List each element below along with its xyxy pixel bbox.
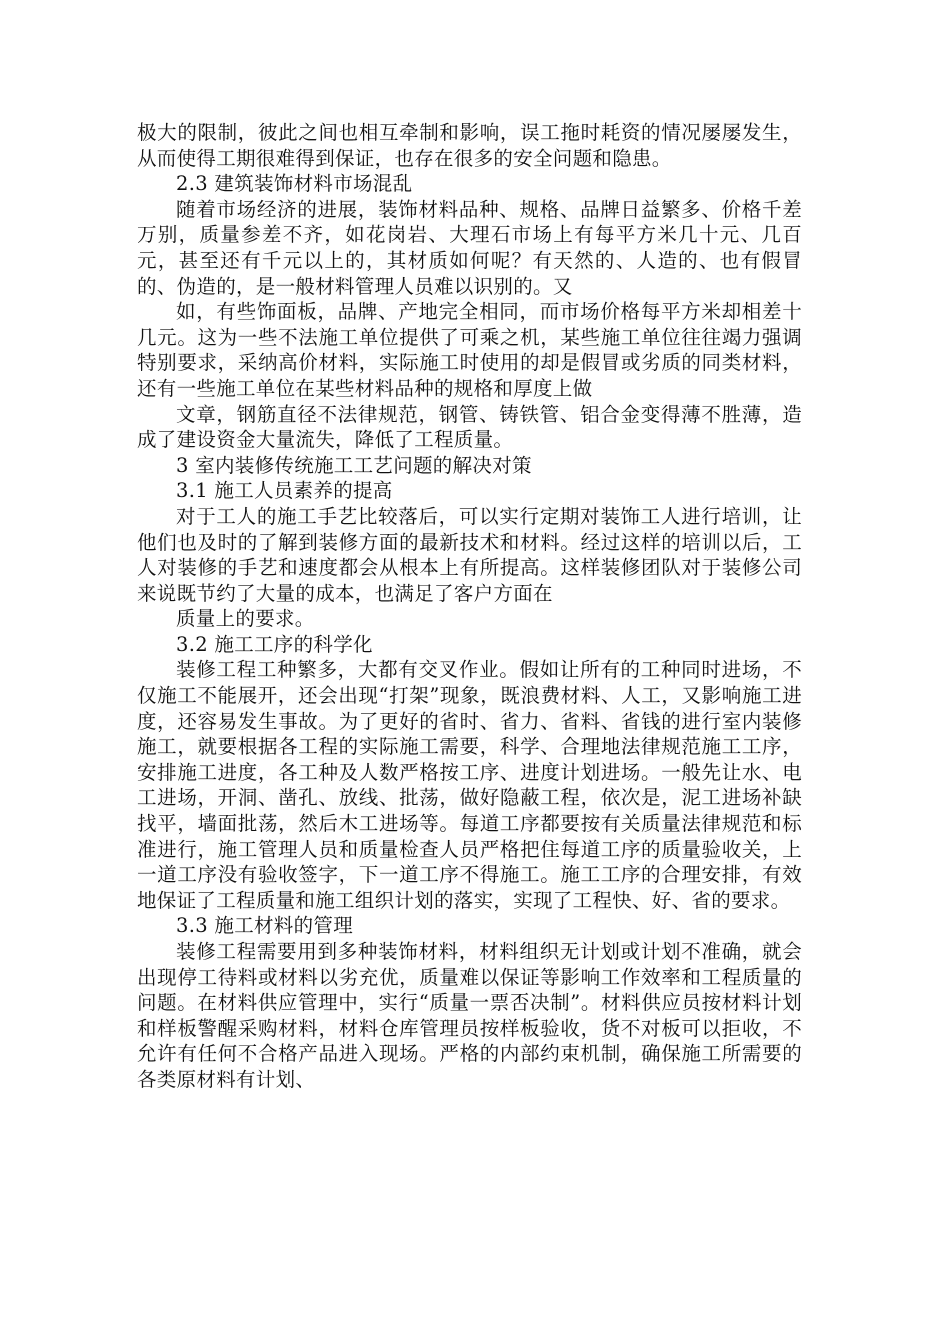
paragraph: 质量上的要求。 bbox=[176, 607, 315, 631]
paragraph: 装修工程需要用到多种装饰材料，材料组织无计划或计划不准确，就会出现停工待料或材料以劣充优，质量难以保证等影响工作效率和工程质量的问题。在材料供应管理中，实行“质量一票否决制”。材料供应员按材料计划和样板警醒采购材料，材料仓库管理员按样板验收，货不对板可以拒收，不允许有任何不合格产品进入现场。严格的内部约束机制，确保施工所需要的各类原材料有计划、 bbox=[137, 940, 802, 1091]
document-body bbox=[137, 120, 802, 1093]
paragraph: 对于工人的施工手艺比较落后，可以实行定期对装饰工人进行培训，让他们也及时的了解到装修方面的最新技术和材料。经过这样的培训以后，工人对装修的手艺和速度都会从根本上有所提高。这样装修团队对于装修公司来说既节约了大量的成本，也满足了客户方面在 bbox=[137, 504, 802, 605]
paragraph: 随着市场经济的进展，装饰材料品种、规格、品牌日益繁多、价格千差万别，质量参差不齐，如花岗岩、大理石市场上有每平方米几十元、几百元，甚至还有千元以上的，其材质如何呢？有天然的、人造的、也有假冒的、伪造的，是一般材料管理人员难以识别的。又 bbox=[137, 197, 802, 298]
section-heading-3: 3 室内装修传统施工工艺问题的解决对策 bbox=[176, 453, 532, 477]
section-heading-3-1: 3.1 施工人员素养的提高 bbox=[176, 479, 393, 503]
paragraph: 文章，钢筋直径不法律规范，钢管、铸铁管、铝合金变得薄不胜薄，造成了建设资金大量流失，降低了工程质量。 bbox=[137, 402, 802, 452]
paragraph: 如，有些饰面板，品牌、产地完全相同，而市场价格每平方米却相差十几元。这为一些不法施工单位提供了可乘之机，某些施工单位往往竭力强调特别要求，采纳高价材料，实际施工时使用的却是假冒或劣质的同类材料，还有一些施工单位在某些材料品种的规格和厚度上做 bbox=[137, 300, 802, 400]
paragraph-continuation: 极大的限制，彼此之间也相互牵制和影响，误工拖时耗资的情况屡屡发生，从而使得工期很难得到保证，也存在很多的安全问题和隐患。 bbox=[137, 121, 802, 170]
section-heading-3-3: 3.3 施工材料的管理 bbox=[176, 914, 354, 938]
section-heading-2-3: 2.3 建筑装饰材料市场混乱 bbox=[176, 172, 413, 196]
paragraph: 装修工程工种繁多，大都有交叉作业。假如让所有的工种同时进场，不仅施工不能展开，还会出现“打架”现象，既浪费材料、人工，又影响施工进度，还容易发生事故。为了更好的省时、省力、省料、省钱的进行室内装修施工，就要根据各工程的实际施工需要，科学、合理地法律规范施工工序，安排施工进度，各工种及人数严格按工序、进度计划进场。一般先让水、电工进场，开洞、凿孔、放线、批荡，做好隐蔽工程，依次是，泥工进场补缺找平，墙面批荡，然后木工进场等。每道工序都要按有关质量法律规范和标准进行，施工管理人员和质量检查人员严格把住每道工序的质量验收关，上一道工序没有验收签字，下一道工序不得施工。施工工序的合理安排，有效地保证了工程质量和施工组织计划的落实，实现了工程快、好、省的要求。 bbox=[137, 658, 802, 912]
section-heading-3-2: 3.2 施工工序的科学化 bbox=[176, 632, 373, 656]
